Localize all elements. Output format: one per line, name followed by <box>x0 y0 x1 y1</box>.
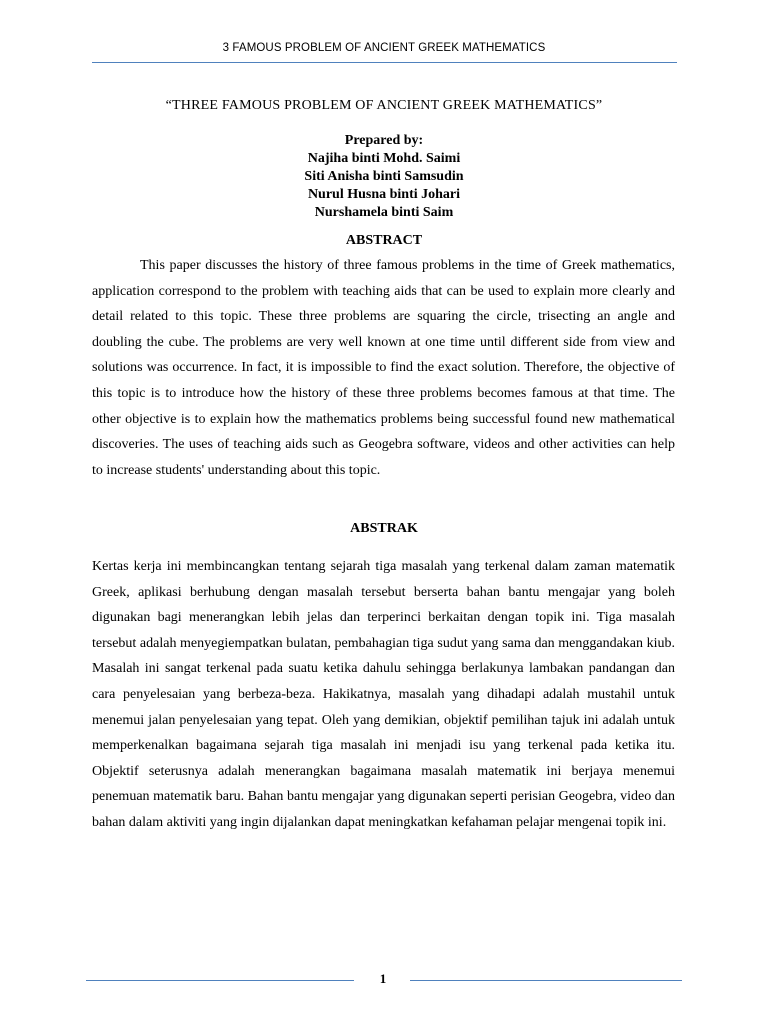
author-name: Nurshamela binti Saim <box>314 205 454 220</box>
abstract-heading: ABSTRACT <box>345 233 423 248</box>
abstrak-heading: ABSTRAK <box>350 521 418 536</box>
prepared-by-label: Prepared by: <box>344 133 424 148</box>
footer-rule-right <box>410 980 682 981</box>
abstrak-paragraph: Kertas kerja ini membincangkan tentang sejarah tiga masalah yang terkenal dalam zaman matematik Greek, aplikasi berhubung dengan masalah tersebut berserta bahan bantu mengajar yang boleh digunakan bagi menerangkan lebih jelas dan terperinci berkaitan dengan topik ini. Tiga masalah tersebut adalah menyegiempatkan bulatan, pembahagian tiga sudut yang sama dan menggandakan kiub. Masalah ini sangat terkenal pada suatu ketika dahulu sehingga berlakunya lambakan pandangan dan cara penyelesaian yang berbeza-beza. Hakikatnya, masalah yang dihadapi adalah mustahil untuk menemui jalan penyelesaian yang tepat. Oleh yang demikian, objektif pemilihan tajuk ini adalah untuk memperkenalkan bagaimana sejarah tiga masalah ini menjadi isu yang terkenal pada ketika itu. Objektif seterusnya adalah menerangkan bagaimana masalah matematik ini berjaya menemui penemuan matematik baru. Bahan bantu mengajar yang digunakan seperti perisian Geogebra, video dan bahan dalam aktiviti yang ingin dijalankan dapat meningkatkan kefahaman pelajar mengenai topik ini. <box>92 559 675 830</box>
abstract-paragraph: This paper discusses the history of three famous problems in the time of Greek mathematics, application correspond to the problem with teaching aids that can be used to explain more clearly and detail related to this topic. These three problems are squaring the circle, trisecting an angle and doubling the cube. The problems are very well known at one time until different side from view and solutions was occurrence. In fact, it is impossible to find the exact solution. Therefore, the objective of this topic is to introduce how the history of these three problems becomes famous at that time. The other objective is to explain how the mathematics problems being successful found new mathematical discoveries. The uses of teaching aids such as Geogebra software, videos and other activities can help to increase students' understanding about this topic. <box>92 258 675 478</box>
header-rule <box>92 62 677 63</box>
author-name: Najiha binti Mohd. Saimi <box>307 151 461 166</box>
authors-block <box>0 132 768 222</box>
document-title: “THREE FAMOUS PROBLEM OF ANCIENT GREEK MATHEMATICS” <box>165 98 603 113</box>
author-name: Nurul Husna binti Johari <box>307 187 461 202</box>
footer-rule-left <box>86 980 354 981</box>
author-name: Siti Anisha binti Samsudin <box>304 169 464 184</box>
page-number: 1 <box>379 971 387 986</box>
running-header: 3 FAMOUS PROBLEM OF ANCIENT GREEK MATHEMATICS <box>222 42 546 54</box>
